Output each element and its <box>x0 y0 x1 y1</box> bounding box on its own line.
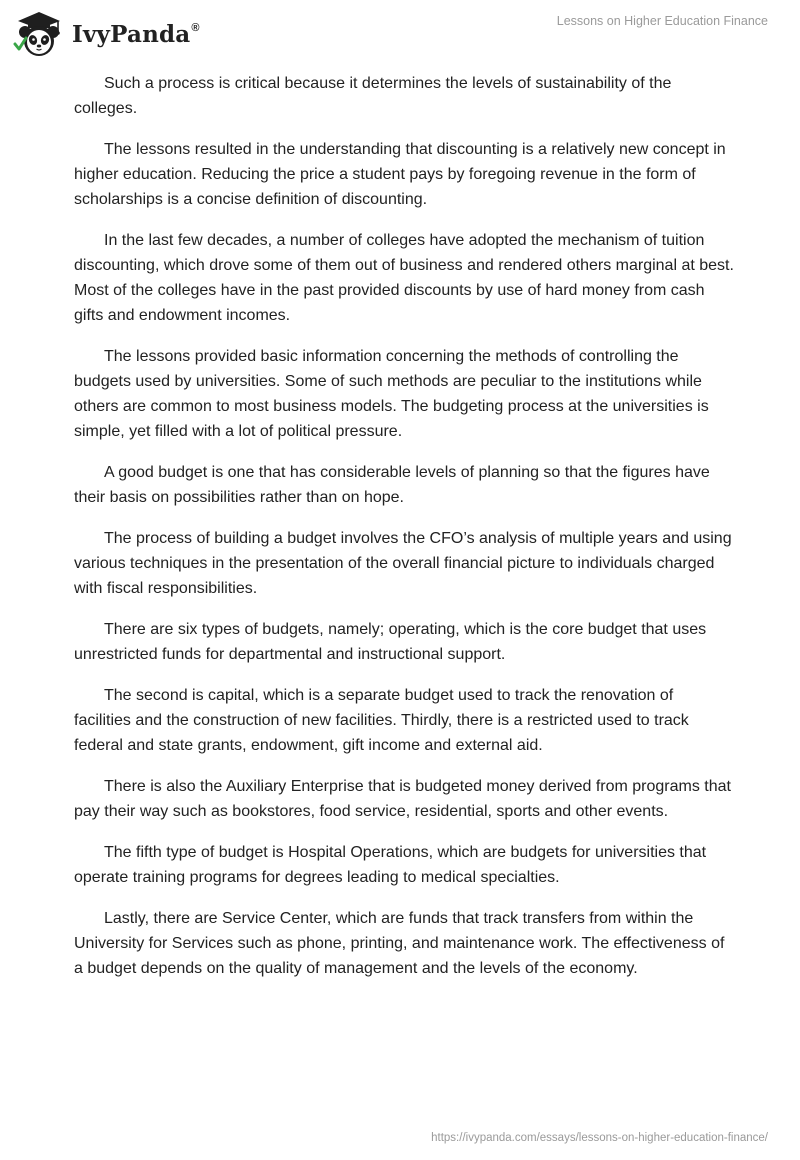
paragraph: There are six types of budgets, namely; operating, which is the core budget that uses unrestricted funds for departmental and instructional support. <box>74 621 707 663</box>
paragraph: In the last few decades, a number of colleges have adopted the mechanism of tuition discounting, which drove some of them out of business and rendered others marginal at best. Most of the colleges have in the past provided discounts by use of hard money from cash gifts and endowment incomes. <box>74 232 734 324</box>
document-title: Lessons on Higher Education Finance <box>556 14 768 28</box>
paragraph: The lessons provided basic information concerning the methods of controlling the budgets used by universities. Some of such methods are peculiar to the institutions while others are common to most business models. The budgeting process at the universities is simple, yet filled with a lot of political pressure. <box>74 348 709 440</box>
paragraph: There is also the Auxiliary Enterprise that is budgeted money derived from programs that pay their way such as bookstores, food service, residential, sports and other events. <box>74 778 731 820</box>
brand-name: IvyPanda® <box>72 20 200 48</box>
paragraph: The fifth type of budget is Hospital Operations, which are budgets for universities that operate training programs for degrees leading to medical specialties. <box>74 844 707 886</box>
paragraph: Lastly, there are Service Center, which are funds that track transfers from within the University for Services such as phone, printing, and maintenance work. The effectiveness of a budget depends on the quality of management and the levels of the economy. <box>74 910 725 977</box>
paragraph: The second is capital, which is a separate budget used to track the renovation of facilities and the construction of new facilities. Thirdly, there is a restricted used to track federal and state grants, endowment, gift income and external aid. <box>74 687 689 754</box>
paragraph: Such a process is critical because it determines the levels of sustainability of the colleges. <box>74 75 672 117</box>
panda-graduate-icon <box>12 8 66 58</box>
paragraph: A good budget is one that has considerable levels of planning so that the figures have their basis on possibilities rather than on hope. <box>74 464 710 506</box>
page-header <box>0 0 800 62</box>
paragraph: The lessons resulted in the understanding that discounting is a relatively new concept in higher education. Reducing the price a student pays by foregoing revenue in the form of scholarships is a concise definition of discounting. <box>74 141 726 208</box>
registered-mark: ® <box>191 21 200 34</box>
essay-body <box>74 71 734 997</box>
paragraph: The process of building a budget involves the CFO’s analysis of multiple years and using various techniques in the presentation of the overall financial picture to individuals charged with fiscal responsibilities. <box>74 530 732 597</box>
source-url[interactable]: https://ivypanda.com/essays/lessons-on-higher-education-finance/ <box>431 1132 768 1144</box>
ivypanda-logo[interactable] <box>12 8 200 58</box>
